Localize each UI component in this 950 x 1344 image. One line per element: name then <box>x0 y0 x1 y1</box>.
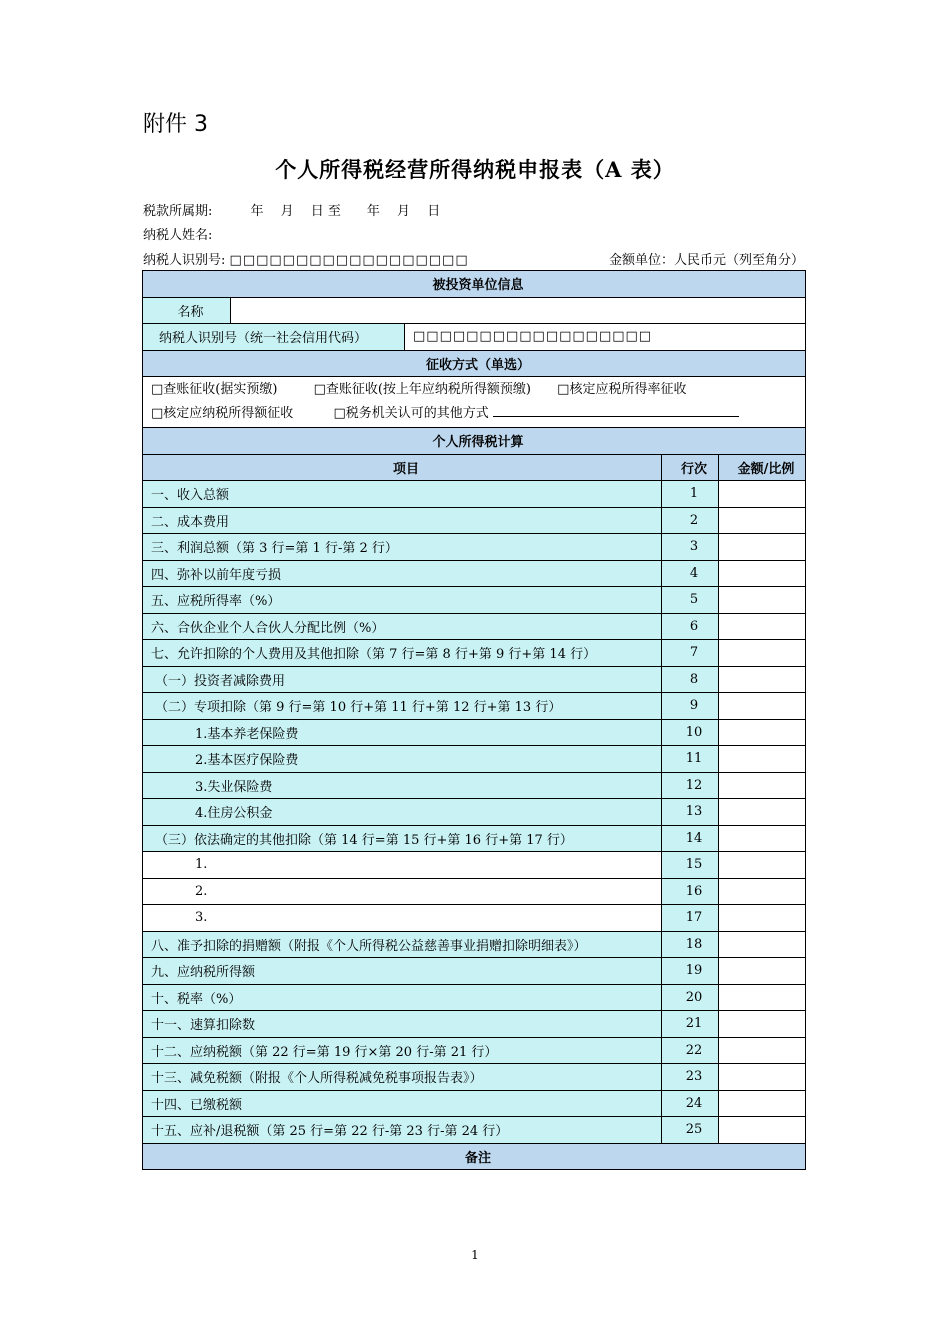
calc-row <box>143 746 806 773</box>
calc-row-label: 三、利润总额（第 3 行=第 1 行-第 2 行） <box>143 534 662 561</box>
calc-row-amount-input[interactable] <box>719 1117 806 1144</box>
calc-row-label: 十五、应补/退税额（第 25 行=第 22 行-第 23 行-第 24 行） <box>143 1117 662 1144</box>
calc-row <box>143 1090 806 1117</box>
calc-row-label: （一）投资者减除费用 <box>143 666 662 693</box>
calc-row-line-number: 2 <box>662 507 719 534</box>
calc-row-amount-input[interactable] <box>719 534 806 561</box>
calc-row-amount-input[interactable] <box>719 481 806 508</box>
investee-id-boxes[interactable]: □□□□□□□□□□□□□□□□□□ <box>405 324 806 351</box>
collection-options <box>143 377 806 428</box>
page-number: 1 <box>471 1248 479 1262</box>
calc-row-line-number: 25 <box>662 1117 719 1144</box>
calc-row-amount-input[interactable] <box>719 852 806 879</box>
calc-row <box>143 825 806 852</box>
calc-row <box>143 878 806 905</box>
calc-row-amount-input[interactable] <box>719 666 806 693</box>
calc-row-line-number: 21 <box>662 1011 719 1038</box>
calc-row <box>143 958 806 985</box>
calc-row <box>143 719 806 746</box>
calc-row <box>143 666 806 693</box>
calc-row-line-number: 11 <box>662 746 719 773</box>
calc-row <box>143 905 806 932</box>
calc-row <box>143 984 806 1011</box>
calc-row <box>143 693 806 720</box>
calc-row-amount-input[interactable] <box>719 1037 806 1064</box>
calc-row-line-number: 3 <box>662 534 719 561</box>
calc-row-label: 2.基本医疗保险费 <box>143 746 662 773</box>
amount-unit: 金额单位：人民币元（列至角分） <box>608 253 804 268</box>
calc-row-amount-input[interactable] <box>719 772 806 799</box>
calc-row <box>143 1064 806 1091</box>
calc-row <box>143 560 806 587</box>
calc-row-label: 十四、已缴税额 <box>143 1090 662 1117</box>
calc-row-line-number: 5 <box>662 587 719 614</box>
calc-row-amount-input[interactable] <box>719 560 806 587</box>
calc-row-line-number: 23 <box>662 1064 719 1091</box>
calc-row-label: 四、弥补以前年度亏损 <box>143 560 662 587</box>
calc-row-amount-input[interactable] <box>719 746 806 773</box>
investee-section-header <box>143 271 806 298</box>
calc-row-label: （二）专项扣除（第 9 行=第 10 行+第 11 行+第 12 行+第 13 行） <box>143 693 662 720</box>
calc-row-line-number: 24 <box>662 1090 719 1117</box>
col-amount-header: 金额/比例 <box>719 454 806 481</box>
calc-row-label[interactable]: 2. <box>143 878 662 905</box>
declaration-table <box>142 270 806 1170</box>
calc-row-line-number: 22 <box>662 1037 719 1064</box>
calc-row-label: 八、准予扣除的捐赠额（附报《个人所得税公益慈善事业捐赠扣除明细表》） <box>143 931 662 958</box>
calc-row-label: 七、允许扣除的个人费用及其他扣除（第 7 行=第 8 行+第 9 行+第 14 行） <box>143 640 662 667</box>
calc-row <box>143 852 806 879</box>
calc-section-title: 个人所得税计算 <box>143 428 806 455</box>
investee-section-title: 被投资单位信息 <box>143 271 806 298</box>
tax-period-label: 税款所属期: <box>143 204 213 219</box>
calc-row <box>143 1117 806 1144</box>
calc-row-amount-input[interactable] <box>719 693 806 720</box>
taxpayer-id-label: 纳税人识别号: <box>143 253 226 268</box>
calc-row-amount-input[interactable] <box>719 640 806 667</box>
calc-row-line-number: 16 <box>662 878 719 905</box>
collection-section-header <box>143 350 806 377</box>
calc-row-label[interactable]: 3. <box>143 905 662 932</box>
calc-row-amount-input[interactable] <box>719 1011 806 1038</box>
calc-row-label: 十、税率（%） <box>143 984 662 1011</box>
calc-row-label: 十二、应纳税额（第 22 行=第 19 行×第 20 行-第 21 行） <box>143 1037 662 1064</box>
calc-row-label: 4.住房公积金 <box>143 799 662 826</box>
calc-row-amount-input[interactable] <box>719 931 806 958</box>
calc-row-label: 一、收入总额 <box>143 481 662 508</box>
col-item-header: 项目 <box>143 454 662 481</box>
collection-option-actual[interactable]: □查账征收(据实预缴) <box>151 382 278 397</box>
calc-row-label: （三）依法确定的其他扣除（第 14 行=第 15 行+第 16 行+第 17 行） <box>143 825 662 852</box>
calc-row-amount-input[interactable] <box>719 984 806 1011</box>
collection-option-prior-year[interactable]: □查账征收(按上年应纳税所得额预缴) <box>313 382 532 397</box>
calc-row-line-number: 12 <box>662 772 719 799</box>
calc-row-label[interactable]: 1. <box>143 852 662 879</box>
attachment-label: 附件 3 <box>143 112 208 137</box>
calc-section-header <box>143 428 806 455</box>
calc-column-header <box>143 454 806 481</box>
collection-options-row <box>143 377 806 428</box>
calc-row-line-number: 15 <box>662 852 719 879</box>
investee-name-label: 名称 <box>143 297 231 324</box>
calc-row-line-number: 20 <box>662 984 719 1011</box>
tax-period-dates: 年 月 日 至 年 月 日 <box>250 204 441 219</box>
calc-row-label: 十一、速算扣除数 <box>143 1011 662 1038</box>
calc-row-amount-input[interactable] <box>719 1090 806 1117</box>
other-method-underline[interactable] <box>493 404 739 417</box>
calc-row-label: 九、应纳税所得额 <box>143 958 662 985</box>
calc-row-amount-input[interactable] <box>719 507 806 534</box>
calc-row-amount-input[interactable] <box>719 799 806 826</box>
remarks-title: 备注 <box>143 1143 806 1170</box>
calc-row-amount-input[interactable] <box>719 719 806 746</box>
calc-row-line-number: 18 <box>662 931 719 958</box>
investee-id-label: 纳税人识别号（统一社会信用代码） <box>143 324 405 351</box>
calc-row <box>143 613 806 640</box>
calc-row-line-number: 10 <box>662 719 719 746</box>
calc-row-label: 3.失业保险费 <box>143 772 662 799</box>
remarks-row <box>143 1143 806 1170</box>
calc-row <box>143 772 806 799</box>
calc-row-label: 1.基本养老保险费 <box>143 719 662 746</box>
calc-row-amount-input[interactable] <box>719 825 806 852</box>
calc-row-label: 二、成本费用 <box>143 507 662 534</box>
calc-row-line-number: 14 <box>662 825 719 852</box>
collection-option-fixed-amount[interactable]: □核定应纳税所得额征收 <box>151 406 294 421</box>
calc-row <box>143 640 806 667</box>
calc-row-line-number: 1 <box>662 481 719 508</box>
collection-option-other[interactable]: □税务机关认可的其他方式 <box>333 406 489 421</box>
calc-row <box>143 1011 806 1038</box>
col-line-header: 行次 <box>662 454 719 481</box>
investee-name-row <box>143 297 806 324</box>
calc-row-line-number: 8 <box>662 666 719 693</box>
calc-row-line-number: 4 <box>662 560 719 587</box>
calc-row-amount-input[interactable] <box>719 905 806 932</box>
calc-row-amount-input[interactable] <box>719 958 806 985</box>
calc-row <box>143 507 806 534</box>
form-title: 个人所得税经营所得纳税申报表（A 表） <box>275 157 675 182</box>
calc-row-line-number: 7 <box>662 640 719 667</box>
investee-name-input[interactable] <box>231 297 806 324</box>
calc-row <box>143 1037 806 1064</box>
taxpayer-id-line <box>143 249 469 268</box>
taxpayer-id-boxes[interactable]: □□□□□□□□□□□□□□□□□□ <box>229 253 469 268</box>
calc-row <box>143 534 806 561</box>
calc-row-label: 六、合伙企业个人合伙人分配比例（%） <box>143 613 662 640</box>
calc-row <box>143 799 806 826</box>
collection-section-title: 征收方式（单选） <box>143 350 806 377</box>
calc-row-line-number: 19 <box>662 958 719 985</box>
calc-row-line-number: 9 <box>662 693 719 720</box>
calc-row <box>143 481 806 508</box>
calc-row-amount-input[interactable] <box>719 878 806 905</box>
calc-row-label: 十三、减免税额（附报《个人所得税减免税事项报告表》） <box>143 1064 662 1091</box>
calc-row-amount-input[interactable] <box>719 1064 806 1091</box>
calc-row-line-number: 13 <box>662 799 719 826</box>
taxpayer-name-label: 纳税人姓名: <box>143 228 213 243</box>
investee-id-row <box>143 324 806 351</box>
calc-row-line-number: 6 <box>662 613 719 640</box>
calc-row-amount-input[interactable] <box>719 613 806 640</box>
calc-row-label: 五、应税所得率（%） <box>143 587 662 614</box>
calc-row <box>143 931 806 958</box>
tax-period-line <box>143 200 440 219</box>
calc-row-amount-input[interactable] <box>719 587 806 614</box>
collection-option-rate[interactable]: □核定应税所得率征收 <box>557 382 687 397</box>
calc-row <box>143 587 806 614</box>
calc-row-line-number: 17 <box>662 905 719 932</box>
